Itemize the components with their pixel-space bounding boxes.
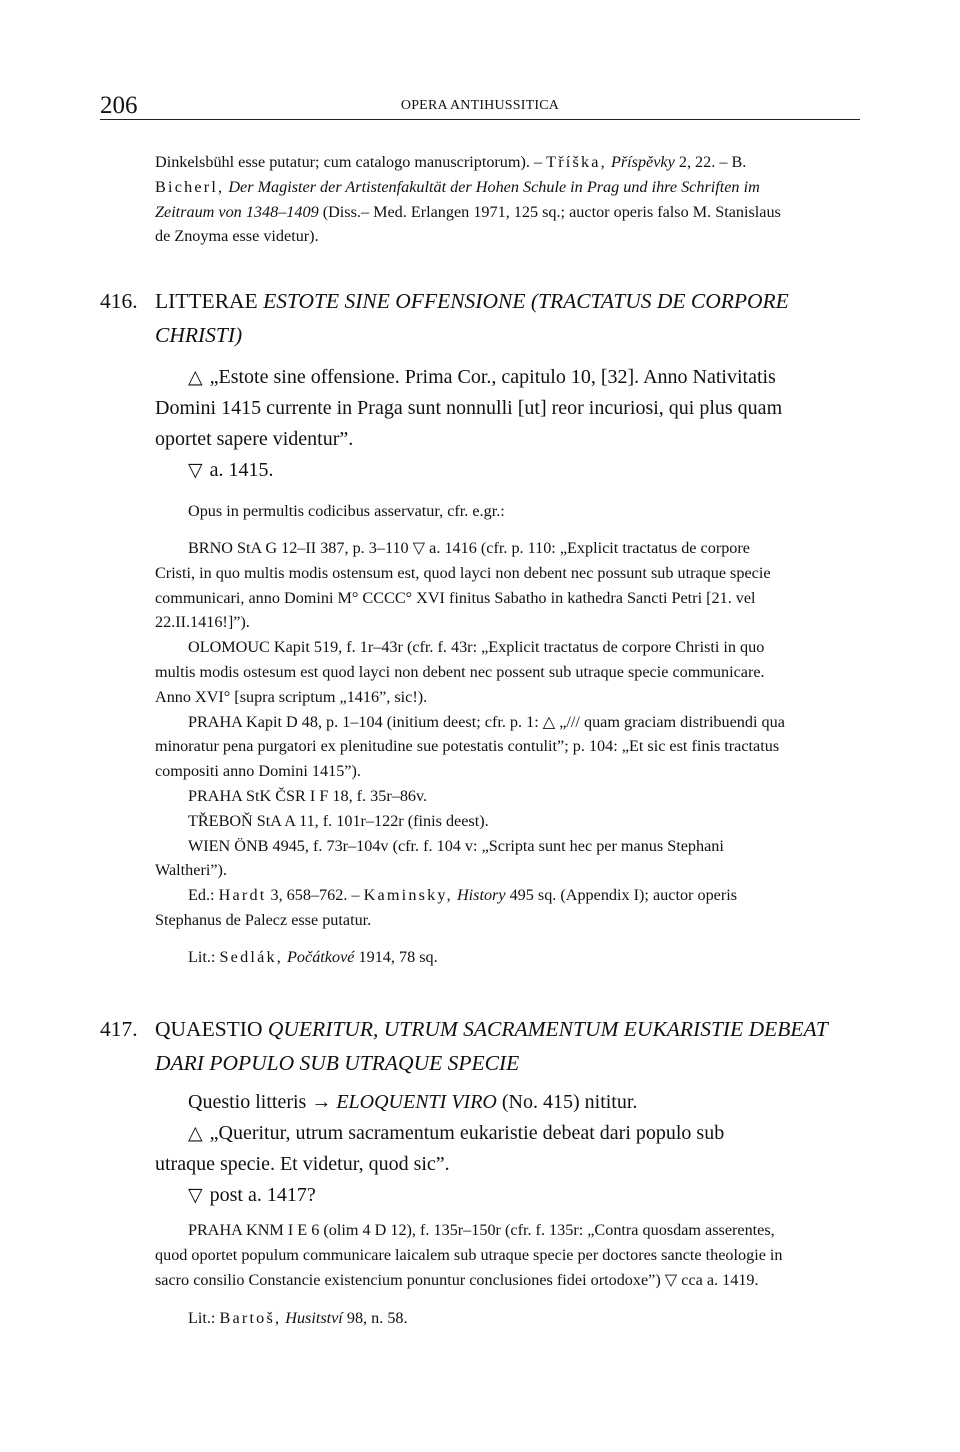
- author-name: Kaminsky,: [363, 886, 453, 904]
- manuscript-line: BRNO StA G 12–II 387, p. 3–110 ▽ a. 1416 (cfr. p. 110: „Explicit tractatus de corpore: [188, 539, 750, 557]
- incipit-text: utraque specie. Et videtur, quod sic”.: [155, 1153, 450, 1175]
- edition-note-416: [155, 883, 858, 933]
- author-name: Bicherl,: [155, 177, 225, 196]
- entry-416-incipit: [155, 362, 858, 486]
- manuscript-line: PRAHA Kapit D 48, p. 1–104 (initium deest; cfr. p. 1: △ „/// quam graciam distribuendi qua: [188, 712, 785, 731]
- manuscript-line: minoratur pena purgatori ex plenitudine sue potestatis contulit”; p. 104: „Et sic est finis tractatus: [155, 737, 780, 756]
- running-title: OPERA ANTIHUSSITICA: [400, 98, 560, 113]
- manuscript-line: sacro consilio Constancie existencium ponuntur conclusiones fidei ortodoxe”) ▽ cca a. 1419.: [155, 1270, 759, 1289]
- text: (No. 415) nititur.: [496, 1091, 638, 1113]
- author-name: Sedlák,: [219, 948, 283, 966]
- title-italic: DARI POPULO SUB UTRAQUE SPECIE: [155, 1051, 520, 1075]
- manuscript-line: TŘEBOŇ StA A 11, f. 101r–122r (finis deest).: [188, 811, 489, 830]
- incipit-text: Domini 1415 currente in Praga sunt nonnulli [ut] reor incuriosi, qui plus quam: [155, 397, 783, 419]
- manuscript-list-416: [155, 536, 858, 883]
- manuscript-line: multis modis ostesum est quod layci non debent nec possent sub utraque specie communicare.: [155, 662, 765, 681]
- manuscript-line: 22.II.1416!]”).: [155, 613, 250, 632]
- opus-note: [155, 499, 858, 524]
- literature-note-417: [155, 1306, 858, 1331]
- cross-reference-title: ELOQUENTI VIRO: [331, 1091, 497, 1113]
- title-italic: ESTOTE SINE OFFENSIONE (TRACTATUS DE CORPORE: [263, 289, 789, 313]
- explicit-text: a. 1415.: [209, 459, 274, 481]
- text: 3, 658–762. –: [266, 886, 364, 904]
- cross-reference-arrow-icon: →: [311, 1091, 332, 1113]
- text: 495 sq. (Appendix I); auctor operis: [505, 886, 738, 904]
- manuscript-line: PRAHA KNM I E 6 (olim 4 D 12), f. 135r–150r (cfr. f. 135r: „Contra quosdam asserentes,: [188, 1221, 775, 1239]
- label: Lit.:: [188, 948, 220, 966]
- text: Dinkelsbühl esse putatur; cum catalogo manuscriptorum). –: [155, 153, 547, 171]
- work-title: Počátkové: [283, 948, 355, 966]
- manuscript-line: OLOMOUC Kapit 519, f. 1r–43r (cfr. f. 43r: „Explicit tractatus de corpore Christi in quo: [188, 638, 765, 657]
- author-name: Tříška,: [546, 153, 607, 171]
- running-header: [100, 92, 860, 122]
- intro-paragraph: [155, 150, 858, 249]
- manuscript-line: Cristi, in quo multis modis ostensum est, quod layci non debent nec possunt sub utraque specie: [155, 563, 771, 582]
- explicit-triangle-icon: ▽: [188, 460, 203, 481]
- title-text: LITTERAE: [155, 289, 264, 313]
- manuscript-list-417: [155, 1218, 858, 1292]
- literature-note-416: [155, 945, 858, 970]
- text: (Diss.– Med. Erlangen 1971, 125 sq.; auctor operis falso M. Stanislaus: [318, 202, 781, 221]
- text: 98, n. 58.: [342, 1309, 408, 1327]
- label: Ed.:: [188, 886, 219, 904]
- incipit-text: oportet sapere videntur”.: [155, 428, 354, 450]
- manuscript-line: Waltheri”).: [155, 861, 227, 880]
- author-name: Hardt: [218, 886, 267, 904]
- manuscript-line: PRAHA StK ČSR I F 18, f. 35r–86v.: [188, 786, 428, 805]
- entry-417-incipit: [155, 1087, 858, 1211]
- manuscript-line: communicari, anno Domini M° CCCC° XVI finitus Sabatho in kathedra Sancti Petri [21. vel: [155, 588, 756, 607]
- author-name: Bartoš,: [219, 1309, 282, 1327]
- entry-416-title: [155, 284, 858, 352]
- work-title: History: [452, 886, 506, 904]
- incipit-text: „Estote sine offensione. Prima Cor., capitulo 10, [32]. Anno Nativitatis: [209, 366, 776, 388]
- text: Opus in permultis codicibus asservatur, cfr. e.gr.:: [188, 502, 505, 520]
- entry-417-number: 417.: [100, 1017, 138, 1041]
- text: de Znoyma esse videtur).: [155, 227, 319, 246]
- entry-416-number: 416.: [100, 289, 138, 313]
- manuscript-line: quod oportet populum communicare laicalem sub utraque specie per doctores sancte theologie in: [155, 1245, 783, 1264]
- work-title: Der Magister der Artistenfakultät der Hohen Schule in Prag und ihre Schriften im: [224, 177, 760, 196]
- title-text: QUAESTIO: [155, 1017, 268, 1041]
- explicit-triangle-icon: ▽: [188, 1185, 203, 1206]
- incipit-triangle-icon: △: [188, 367, 203, 388]
- text: Stephanus de Palecz esse putatur.: [155, 910, 372, 929]
- work-title: Příspěvky: [606, 153, 675, 171]
- incipit-text: „Queritur, utrum sacramentum eukaristie debeat dari populo sub: [209, 1122, 725, 1144]
- entry-417-title: [155, 1012, 858, 1080]
- explicit-text: post a. 1417?: [209, 1184, 316, 1206]
- incipit-triangle-icon: △: [188, 1123, 203, 1144]
- label: Lit.:: [188, 1309, 220, 1327]
- work-title: Husitství: [281, 1309, 343, 1327]
- page-number: 206: [100, 92, 138, 119]
- text: 1914, 78 sq.: [354, 948, 438, 966]
- manuscript-line: WIEN ÖNB 4945, f. 73r–104v (cfr. f. 104 v: „Scripta sunt hec per manus Stephani: [188, 836, 724, 855]
- text: 2, 22. – B.: [674, 153, 747, 171]
- header-rule: [100, 119, 860, 120]
- work-title: Zeitraum von 1348–1409: [155, 202, 319, 221]
- text: Questio litteris: [188, 1091, 312, 1113]
- manuscript-line: compositi anno Domini 1415”).: [155, 762, 361, 781]
- title-italic: QUERITUR, UTRUM SACRAMENTUM EUKARISTIE DEBEAT: [267, 1017, 828, 1041]
- manuscript-line: Anno XVI° [supra scriptum „1416”, sic!).: [155, 687, 428, 706]
- title-italic: CHRISTI): [155, 323, 243, 347]
